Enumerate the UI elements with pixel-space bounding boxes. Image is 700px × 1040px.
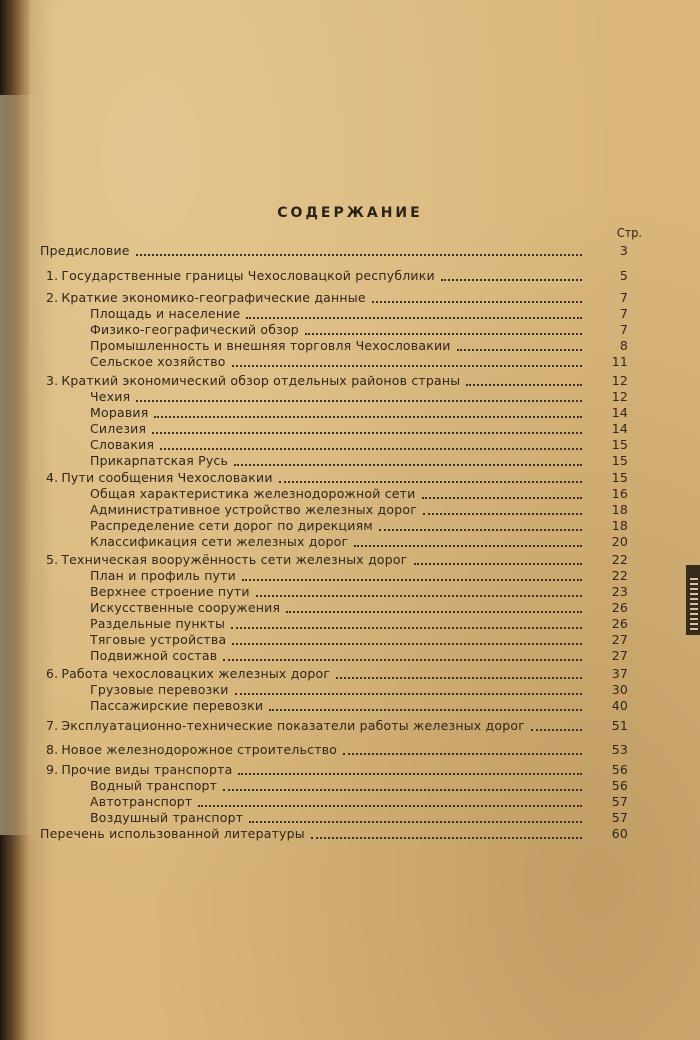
toc-entry-label: Силезия (90, 421, 147, 436)
toc-entry-number: 1. (46, 268, 59, 283)
toc-entry-page: 27 (611, 648, 628, 663)
toc-entry (90, 632, 588, 648)
dot-leader (136, 392, 582, 402)
toc-entry-label: Классификация сети железных дорог (90, 534, 349, 549)
toc-entry-label: Верхнее строение пути (90, 584, 250, 599)
toc-entry (90, 810, 588, 826)
toc-entry (90, 682, 588, 698)
toc-entry-number: 8. (46, 742, 59, 757)
dot-leader (160, 440, 582, 450)
toc-entry-page: 37 (611, 666, 628, 681)
toc-entry-page: 56 (611, 778, 628, 793)
toc-entry (90, 518, 588, 534)
toc-entry-label: Сельское хозяйство (90, 354, 226, 369)
toc-entry (90, 534, 588, 550)
toc-entry (90, 322, 588, 338)
toc-entry-label: Перечень использованной литературы (40, 826, 305, 841)
toc-entry (90, 648, 588, 664)
toc-entry-label: Раздельные пункты (90, 616, 226, 631)
dot-leader (242, 571, 582, 581)
dot-leader (286, 603, 582, 613)
dot-leader (235, 685, 582, 695)
toc-entry (90, 405, 588, 421)
toc-entry-page: 16 (611, 486, 628, 501)
dot-leader (422, 489, 583, 499)
toc-entry-number: 9. (46, 762, 59, 777)
toc-entry-label: Словакия (90, 437, 155, 452)
toc-entry-page: 7 (619, 290, 628, 305)
dot-leader (232, 635, 582, 645)
toc-entry-page: 23 (611, 584, 628, 599)
toc-entry-label: Чехия (90, 389, 131, 404)
toc-entry-page: 12 (611, 373, 628, 388)
dot-leader (354, 537, 582, 547)
toc-entry-number: 4. (46, 470, 59, 485)
toc-entry-page: 30 (611, 682, 628, 697)
dot-leader (238, 765, 582, 775)
page-title: СОДЕРЖАНИЕ (277, 205, 423, 221)
dot-leader (466, 376, 582, 386)
toc-entry (46, 290, 588, 306)
toc-entry-label: Грузовые перевозки (90, 682, 229, 697)
dot-leader (343, 745, 582, 755)
toc-entry (90, 486, 588, 502)
toc-entry-label: Пути сообщения Чехословакии (61, 470, 273, 485)
toc-entry-label: План и профиль пути (90, 568, 236, 583)
toc-entry-label: Воздушный транспорт (90, 810, 244, 825)
toc-entry-page: 14 (611, 405, 628, 420)
toc-entry (90, 338, 588, 354)
dot-leader (372, 293, 582, 303)
toc-entry (90, 778, 588, 794)
toc-entry-page: 51 (611, 718, 628, 733)
toc-entry-label: Тяговые устройства (90, 632, 227, 647)
dot-leader (336, 669, 582, 679)
dot-leader (249, 813, 582, 823)
toc-entry-label: Прикарпатская Русь (90, 453, 229, 468)
toc-entry (90, 502, 588, 518)
toc-entry-page: 5 (619, 268, 628, 283)
toc-entry-page: 27 (611, 632, 628, 647)
toc-entry-label: Моравия (90, 405, 149, 420)
toc-entry (46, 666, 588, 682)
toc-entry (46, 470, 588, 486)
dot-leader (305, 325, 582, 335)
dot-leader (234, 456, 582, 466)
toc-entry-number: 3. (46, 373, 59, 388)
toc-entry (46, 718, 588, 734)
toc-entry-label: Работа чехословацких железных дорог (61, 666, 331, 681)
toc-entry (90, 437, 588, 453)
toc-entry-label: Физико-географический обзор (90, 322, 299, 337)
toc-entry-page: 12 (611, 389, 628, 404)
dot-leader (231, 619, 582, 629)
toc-entry (46, 268, 588, 284)
toc-entry-page: 7 (619, 322, 628, 337)
toc-entry-page: 22 (611, 568, 628, 583)
toc-entry-label: Краткие экономико-географические данные (61, 290, 366, 305)
toc-entry (46, 373, 588, 389)
toc-entry-number: 7. (46, 718, 59, 733)
dot-leader (441, 271, 582, 281)
dot-leader (311, 829, 582, 839)
toc-entry-page: 57 (611, 794, 628, 809)
dot-leader (423, 505, 582, 515)
toc-entry (90, 698, 588, 714)
toc-entry-page: 26 (611, 600, 628, 615)
toc-entry-page: 57 (611, 810, 628, 825)
dot-leader (198, 797, 582, 807)
dot-leader (232, 357, 582, 367)
toc-entry (46, 552, 588, 568)
toc-entry (46, 762, 588, 778)
toc-entry (90, 794, 588, 810)
toc-entry (90, 600, 588, 616)
toc-entry-label: Эксплуатационно-технические показатели работы железных дорог (61, 718, 525, 733)
toc-entry-label: Краткий экономический обзор отдельных районов страны (61, 373, 461, 388)
toc-entry-label: Предисловие (40, 243, 130, 258)
toc-entry (90, 421, 588, 437)
toc-entry (90, 584, 588, 600)
toc-entry-page: 7 (619, 306, 628, 321)
toc-entry-page: 14 (611, 421, 628, 436)
toc-entry-label: Подвижной состав (90, 648, 218, 663)
toc-entry-label: Прочие виды транспорта (61, 762, 233, 777)
toc-entry-page: 8 (619, 338, 628, 353)
toc-entry-label: Административное устройство железных дорог (90, 502, 417, 517)
toc-entry (90, 616, 588, 632)
dot-leader (223, 651, 582, 661)
toc-entry (90, 389, 588, 405)
dot-leader (136, 246, 582, 256)
toc-entry-page: 40 (611, 698, 628, 713)
toc-entry (90, 306, 588, 322)
toc-entry (90, 354, 588, 370)
toc-entry-page: 26 (611, 616, 628, 631)
toc-entry-page: 53 (611, 742, 628, 757)
toc-entry-page: 11 (611, 354, 628, 369)
dot-leader (279, 473, 582, 483)
dot-leader (223, 781, 582, 791)
toc-entry-page: 18 (611, 518, 628, 533)
toc-entry-number: 6. (46, 666, 59, 681)
dot-leader (269, 701, 582, 711)
dot-leader (379, 521, 582, 531)
toc-entry-label: Государственные границы Чехословацкой республики (61, 268, 435, 283)
dot-leader (152, 424, 582, 434)
toc-entry (40, 243, 588, 259)
toc-entry-label: Распределение сети дорог по дирекциям (90, 518, 373, 533)
toc-entry-page: 15 (611, 453, 628, 468)
dot-leader (246, 309, 582, 319)
toc-entry (40, 826, 588, 842)
toc-entry-label: Площадь и население (90, 306, 241, 321)
dot-leader (531, 721, 582, 731)
toc-entry-page: 22 (611, 552, 628, 567)
toc-entry-label: Пассажирские перевозки (90, 698, 264, 713)
toc-entry-label: Общая характеристика железнодорожной сети (90, 486, 416, 501)
toc-entry-page: 15 (611, 437, 628, 452)
toc-entry-page: 56 (611, 762, 628, 777)
toc-entry-label: Автотранспорт (90, 794, 193, 809)
toc-entry-label: Промышленность и внешняя торговля Чехословакии (90, 338, 451, 353)
toc-entry-page: 3 (619, 243, 628, 258)
toc-entry-label: Водный транспорт (90, 778, 218, 793)
toc-entry (46, 742, 588, 758)
toc-entry-number: 5. (46, 552, 59, 567)
dot-leader (256, 587, 582, 597)
toc-entry-label: Техническая вооружённость сети железных дорог (61, 552, 408, 567)
toc-entry-page: 60 (611, 826, 628, 841)
toc-entry-number: 2. (46, 290, 59, 305)
dot-leader (457, 341, 582, 351)
toc-entry (90, 453, 588, 469)
toc-entry (90, 568, 588, 584)
toc-entry-label: Искусственные сооружения (90, 600, 281, 615)
dot-leader (154, 408, 582, 418)
toc-entry-page: 15 (611, 470, 628, 485)
dot-leader (414, 555, 582, 565)
toc-entry-page: 18 (611, 502, 628, 517)
page-column-label: Стр. (616, 225, 642, 240)
toc-entry-page: 20 (611, 534, 628, 549)
toc-entry-label: Новое железнодорожное строительство (61, 742, 338, 757)
